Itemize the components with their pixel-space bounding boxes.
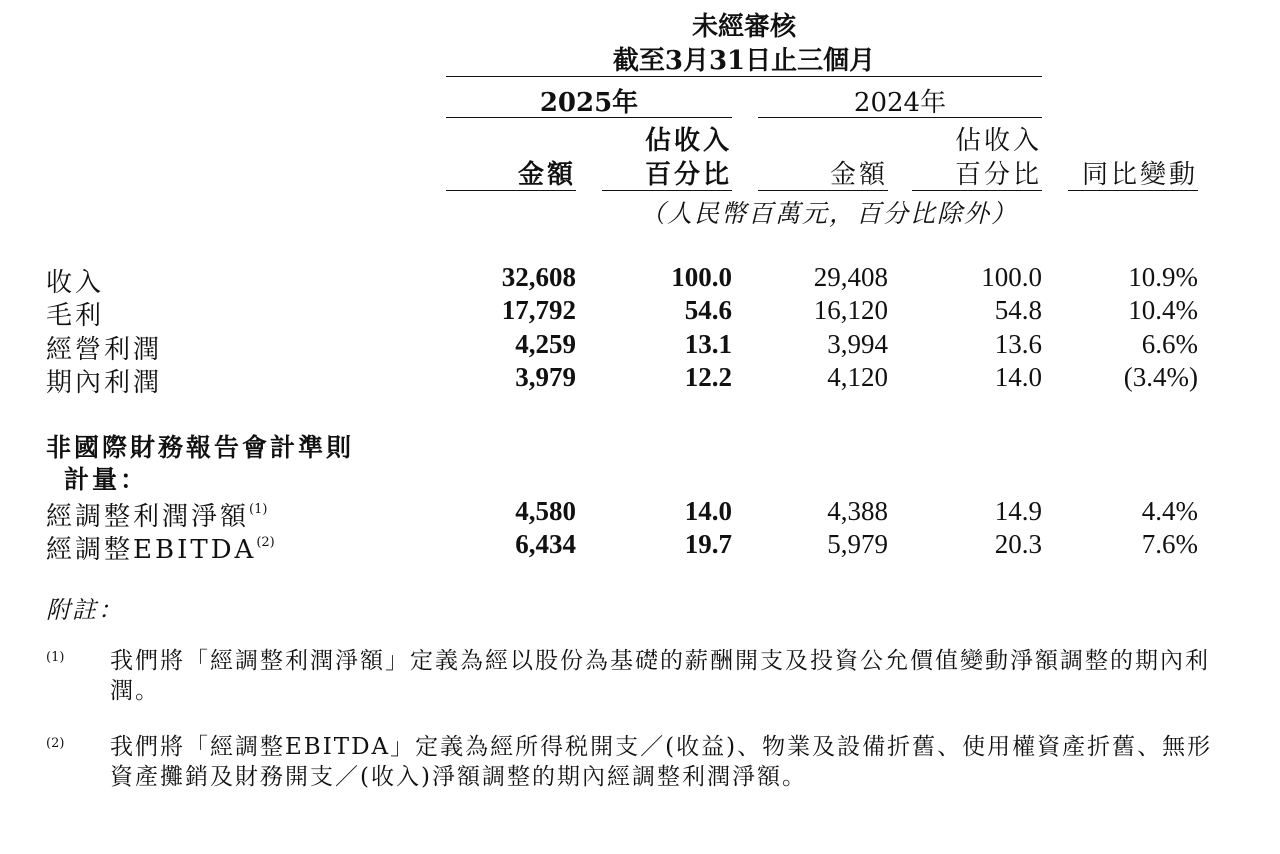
- amount-2025: 32,608: [501, 262, 576, 292]
- note-text: 我們將「經調整利潤淨額」定義為經以股份為基礎的薪酬開支及投資公允價值變動淨額調整的期內利潤。: [110, 648, 1210, 704]
- pct-2024: 20.3: [994, 529, 1042, 559]
- year-2024-label: 2024年: [853, 88, 947, 118]
- col-rule-yoy: [1068, 190, 1198, 191]
- pct-2024: 54.8: [994, 295, 1042, 325]
- yoy-change: 6.6%: [1141, 329, 1198, 359]
- amount-2024: 4,388: [827, 496, 888, 526]
- row-label: 經調整EBITDA: [46, 535, 257, 565]
- amount-2024: 29,408: [813, 262, 888, 292]
- row-label: 毛利: [46, 301, 105, 331]
- amount-2025: 17,792: [501, 295, 576, 325]
- col-pct-2024-line2: 百分比: [954, 160, 1042, 190]
- col-rule-pct-2024: [912, 190, 1042, 191]
- period-label: 截至3月31日止三個月: [612, 46, 876, 76]
- amount-2025: 6,434: [515, 529, 576, 559]
- amount-2024: 3,994: [827, 329, 888, 359]
- col-rule-amount-2024: [758, 190, 888, 191]
- non-ifrs-heading-cont: 計量：: [64, 465, 149, 494]
- col-rule-pct-2025: [602, 190, 732, 191]
- yoy-change: 10.4%: [1128, 295, 1198, 325]
- non-ifrs-heading: 非國際財務報告會計準則: [46, 433, 355, 462]
- note-text: 我們將「經調整EBITDA」定義為經所得税開支／(收益)、物業及設備折舊、使用權資產折舊、無形資產攤銷及財務開支／(收入)淨額調整的期內經調整利潤淨額。: [110, 734, 1213, 790]
- pct-2025: 13.1: [684, 329, 732, 359]
- yoy-change: 7.6%: [1141, 529, 1198, 559]
- pct-2024: 100.0: [981, 262, 1042, 292]
- footnote-ref: (1): [249, 502, 268, 517]
- pct-2025: 54.6: [684, 295, 732, 325]
- year-2025-rule: [446, 117, 732, 118]
- pct-2024: 14.9: [994, 496, 1042, 526]
- pct-2025: 12.2: [684, 362, 732, 392]
- amount-2024: 16,120: [813, 295, 888, 325]
- yoy-change: (3.4%): [1123, 362, 1198, 392]
- row-label: 收入: [46, 268, 105, 298]
- year-2025-label: 2025年: [539, 88, 639, 118]
- col-rule-amount-2025: [446, 190, 576, 191]
- pct-2025: 100.0: [671, 262, 732, 292]
- table-title: 未經審核: [691, 12, 796, 42]
- amount-2025: 4,259: [515, 329, 576, 359]
- amount-2025: 4,580: [515, 496, 576, 526]
- row-label: 期內利潤: [46, 368, 163, 398]
- row-label: 經營利潤: [46, 335, 163, 365]
- col-pct-2024-line1: 佔收入: [954, 126, 1042, 156]
- yoy-change: 10.9%: [1128, 262, 1198, 292]
- year-2024-rule: [758, 117, 1042, 118]
- pct-2024: 14.0: [994, 362, 1042, 392]
- col-yoy: 同比變動: [1081, 160, 1198, 190]
- col-amount-2024: 金額: [829, 160, 888, 190]
- notes-heading: 附註：: [46, 596, 124, 624]
- yoy-change: 4.4%: [1141, 496, 1198, 526]
- row-label-wrap: [46, 529, 275, 566]
- note-mark: (2): [46, 736, 65, 751]
- col-amount-2025: 金額: [517, 160, 576, 190]
- col-pct-2025-line1: 佔收入: [644, 126, 732, 156]
- row-label: 經調整利潤淨額: [46, 502, 250, 532]
- footnote-ref: (2): [256, 535, 275, 550]
- pct-2024: 13.6: [994, 329, 1042, 359]
- pct-2025: 19.7: [684, 529, 732, 559]
- row-label-wrap: [46, 496, 267, 533]
- header-rule-top: [446, 76, 1042, 77]
- pct-2025: 14.0: [684, 496, 732, 526]
- amount-2024: 5,979: [827, 529, 888, 559]
- note-mark: (1): [46, 650, 65, 665]
- amount-2024: 4,120: [827, 362, 888, 392]
- unit-note: （人民幣百萬元，百分比除外）: [640, 199, 1019, 228]
- amount-2025: 3,979: [515, 362, 576, 392]
- col-pct-2025-line2: 百分比: [644, 160, 732, 190]
